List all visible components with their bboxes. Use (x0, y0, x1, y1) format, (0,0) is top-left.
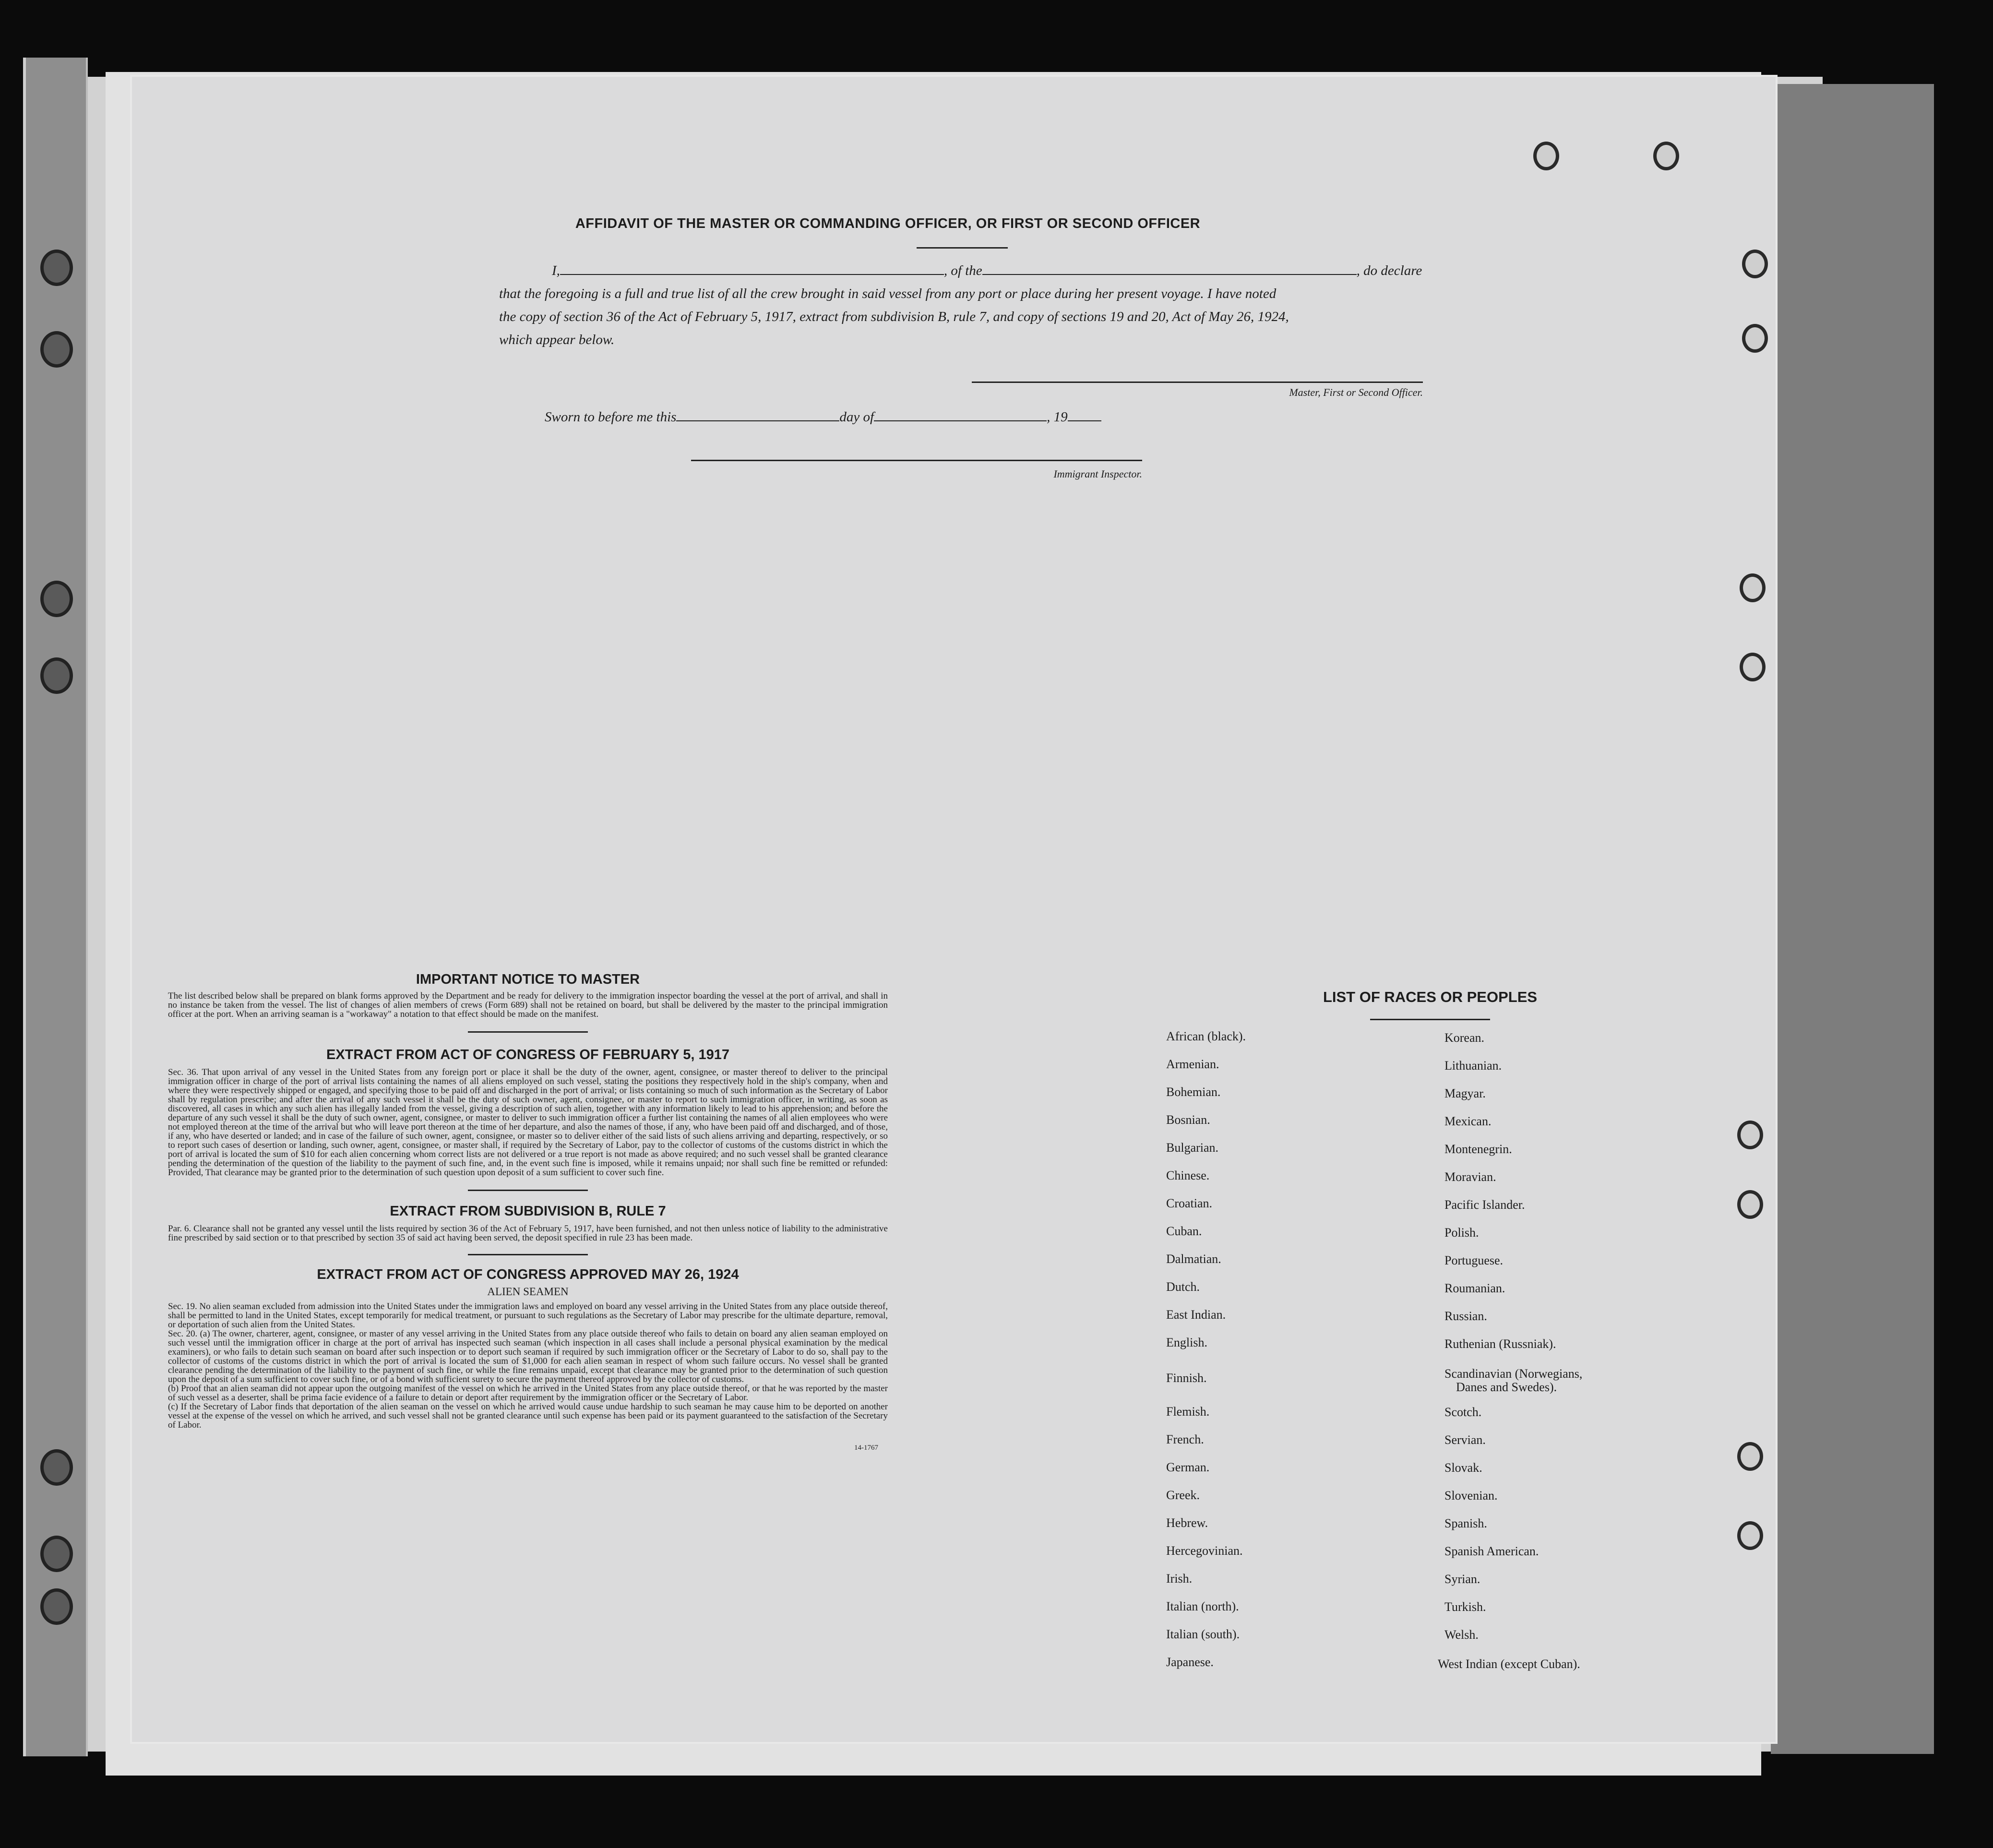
sworn-line (545, 408, 1101, 425)
divider (1370, 1019, 1490, 1020)
race-item: Finnish. (1166, 1371, 1207, 1385)
race-item: Magyar. (1444, 1086, 1486, 1100)
day-of-label: day of (839, 409, 874, 425)
binder-hole (40, 581, 73, 617)
punch-hole (1740, 573, 1766, 602)
race-item: Chinese. (1166, 1168, 1210, 1182)
race-item: Montenegrin. (1444, 1142, 1512, 1156)
punch-hole (1740, 653, 1766, 681)
binder-strip (23, 58, 88, 1756)
binder-hole (40, 1449, 73, 1486)
race-item: Welsh. (1444, 1628, 1479, 1642)
race-item: Cuban. (1166, 1224, 1202, 1238)
punch-hole (1737, 1190, 1763, 1219)
race-item: Greek. (1166, 1488, 1200, 1502)
race-item: Slovak. (1444, 1461, 1482, 1475)
race-item: Bohemian. (1166, 1085, 1221, 1099)
race-item: Dutch. (1166, 1280, 1200, 1294)
race-item: African (black). (1166, 1029, 1246, 1043)
race-item: Lithuanian. (1444, 1059, 1502, 1073)
subdivision-title: EXTRACT FROM SUBDIVISION B, RULE 7 (390, 1204, 666, 1219)
race-item: Irish. (1166, 1572, 1193, 1586)
punch-hole (1533, 142, 1559, 170)
form-number: 14-1767 (854, 1444, 878, 1452)
notices-column (168, 972, 888, 1452)
affidavit-i: I, (552, 263, 560, 278)
sec20a-body: Sec. 20. (a) The owner, charterer, agent, consignee, or master of any vessel arriving in the United States from any place outside thereof who fails to detain on board any alien seaman employed on such vessel until the immigration officer in charge at the port of arrival has inspected such seaman (which inspection in all cases shall include a personal physical examination by the medical examiners), or who fails to detain such seaman on board after such inspection or to deport such seaman if required by such immigration officer or the Secretary of Labor to do so, shall pay to the collector of customs of the customs district in which the port of arrival is located the sum of $1,000 for each alien seaman in respect of whom such failure occurs. No vessel shall be granted clearance pending the determination of the liability to the payment of such fine, or while the fine remains unpaid, except that clearance may be granted prior to the determination of such question upon the deposit of a sum sufficient to cover such fine, or of a bond with sufficient surety to secure the payment thereof approved by the collector of customs. (168, 1329, 888, 1384)
sec19-body: Sec. 19. No alien seaman excluded from admission into the United States under the immigration laws and employed on board any vessel arriving in the United States from any place outside thereof, shall be permitted to land in the United States, except temporarily for medical treatment, or pursuant to such regulations as the Secretary of Labor may prescribe for the ultimate departure, removal, or deportation of such alien from the United States. (168, 1301, 888, 1330)
race-item: Scotch. (1444, 1405, 1482, 1419)
race-item: East Indian. (1166, 1308, 1226, 1322)
race-item: French. (1166, 1432, 1204, 1446)
race-item: Hercegovinian. (1166, 1544, 1243, 1558)
race-item: Flemish. (1166, 1405, 1210, 1419)
race-item: Slovenian. (1444, 1489, 1498, 1502)
vessel-field[interactable] (982, 262, 1357, 275)
alien-seamen-subtitle: ALIEN SEAMEN (487, 1286, 569, 1298)
year-prefix: , 19 (1047, 409, 1068, 425)
race-item: Pacific Islander. (1444, 1198, 1525, 1212)
race-item: Portuguese. (1444, 1253, 1504, 1267)
master-caption: Master, First or Second Officer. (1289, 386, 1423, 398)
divider (468, 1031, 588, 1033)
race-item: Turkish. (1444, 1600, 1486, 1614)
master-signature-line[interactable] (972, 382, 1423, 383)
extract-1917-title: EXTRACT FROM ACT OF CONGRESS OF FEBRUARY 5, 1917 (326, 1047, 730, 1062)
race-item: Armenian. (1166, 1057, 1219, 1071)
inspector-signature-line[interactable] (691, 460, 1142, 461)
year-field[interactable] (1068, 408, 1101, 421)
notice-body: The list described below shall be prepared on blank forms approved by the Department and be ready for delivery to the immigration inspector boarding the vessel at the port of arrival, and shall in no instance be taken from the vessel. The list of changes of alien members of crews (Form 689) shall not be retained on board, but shall be delivered by the master to the principal immigration officer at the port. When an arriving seaman is a "workaway" a notation to that effect should be made on the manifest. (168, 991, 888, 1019)
race-item: English. (1166, 1335, 1207, 1349)
race-item: Bulgarian. (1166, 1141, 1219, 1155)
divider (468, 1254, 588, 1255)
race-item: German. (1166, 1460, 1210, 1474)
punch-hole (1737, 1521, 1763, 1550)
punch-hole (1737, 1121, 1763, 1149)
race-item: Spanish American. (1444, 1544, 1539, 1558)
punch-hole (1653, 142, 1679, 170)
race-item: Croatian. (1166, 1196, 1213, 1210)
divider (917, 247, 1008, 249)
affidavit-declare: , do declare (1356, 263, 1422, 278)
binder-hole (40, 657, 73, 694)
races-title: LIST OF RACES OR PEOPLES (1323, 989, 1538, 1005)
race-item: Danes and Swedes). (1456, 1380, 1557, 1394)
day-field[interactable] (676, 408, 839, 421)
race-item: Syrian. (1444, 1572, 1480, 1586)
sec20b-body: (b) Proof that an alien seaman did not appear upon the outgoing manifest of the vessel on which he arrived in the United States from any place outside thereof, or that he was reported by the master of such vessel as a deserter, shall be prima facie evidence of a failure to detain or deport after requirement by the immigration officer or the Secretary of Labor. (168, 1383, 888, 1403)
affidavit-title: AFFIDAVIT OF THE MASTER OR COMMANDING OFFICER, OR FIRST OR SECOND OFFICER (575, 216, 1201, 231)
race-item: Servian. (1444, 1433, 1486, 1447)
affidavit-line4: which appear below. (499, 332, 615, 347)
race-item: Scandinavian (Norwegians, (1444, 1367, 1583, 1381)
race-item: Hebrew. (1166, 1516, 1208, 1530)
race-item: Korean. (1444, 1031, 1485, 1045)
race-item: Mexican. (1444, 1114, 1492, 1128)
sworn-label: Sworn to before me this (545, 409, 677, 425)
race-item: Italian (north). (1166, 1599, 1239, 1613)
punch-hole (1737, 1442, 1763, 1471)
binder-hole (40, 250, 73, 286)
binder-hole (40, 331, 73, 368)
punch-hole (1742, 324, 1768, 353)
notice-title: IMPORTANT NOTICE TO MASTER (416, 972, 640, 987)
race-item: Japanese. (1166, 1655, 1214, 1669)
punch-hole (1742, 250, 1768, 278)
divider (468, 1190, 588, 1191)
affidavit-line3: the copy of section 36 of the Act of February 5, 1917, extract from subdivision B, rule 7, and copy of sections 19 and 20, Act of May 26, 1924, (499, 309, 1289, 324)
binder-hole (40, 1536, 73, 1572)
affidavit-of-the: , of the (943, 263, 982, 278)
race-item: Italian (south). (1166, 1627, 1240, 1641)
binder-hole (40, 1588, 73, 1625)
race-item: Bosnian. (1166, 1113, 1210, 1127)
affidavit-text (499, 259, 1425, 351)
extract-1917-body: Sec. 36. That upon arrival of any vessel in the United States from any foreign port or place it shall be the duty of the owner, agent, consignee, or master thereof to deliver to the principal immigration officer in charge of the port of arrival lists containing the names of all aliens employed on such vessel, stating the positions they respectively hold in the ship's company, when and where they were respectively shipped or engaged, and specifying those to be paid off and discharged in the port of arrival; or lists containing so much of such information as the Secretary of Labor shall by regulation prescribe; and after the arrival of any such vessel it shall be the duty of such owner, agent, consignee, or master to report to such immigration officer, in writing, as soon as discovered, all cases in which any such alien has illegally landed from the vessel, giving a description of such alien, together with any information likely to lead to his apprehension; and before the departure of any such vessel it shall be the duty of such owner, agent, consignee, or master to deliver to such immigration officer a further list containing the names of all alien employees who were not employed thereon at the time of the arrival but who will leave port thereon at the time of her departure, and also the names of those, if any, who have been paid off and discharged, and of those, if any, who have deserted or landed; and in case of the failure of such owner, agent, consignee, or master so to deliver either of the said lists of such aliens arriving and departing, respectively, or so to report such cases of desertion or landing, such owner, agent, consignee, or master shall, if required by the Secretary of Labor, pay to the collector of customs of the customs district in which the port of arrival is located the sum of $10 for each alien concerning whom correct lists are not delivered or a true report is not made as above required; and no such vessel shall be granted clearance pending the determination of the question of the liability to the payment of such fine, and, in the event such fine is imposed, while it remains unpaid; nor shall such fine be remitted or refunded: Provided, That clearance may be granted prior to the determination of such question upon deposit of a sum sufficient to cover such fine. (168, 1067, 888, 1178)
race-item: Ruthenian (Russniak). (1444, 1337, 1556, 1351)
race-item: Dalmatian. (1166, 1252, 1221, 1266)
race-item: Russian. (1444, 1309, 1487, 1323)
sec20c-body: (c) If the Secretary of Labor finds that deportation of the alien seaman on the vessel on which he arrived would cause undue hardship to such seaman he may cause him to be deported on another vessel at the expense of the vessel on which he arrived, and such vessel shall not be granted clearance until such expense has been paid or its payment guaranteed to the satisfaction of the Secretary of Labor. (168, 1402, 888, 1430)
race-item: Spanish. (1444, 1516, 1487, 1530)
month-field[interactable] (874, 408, 1047, 421)
race-item: Roumanian. (1444, 1281, 1505, 1295)
extract-1924-title: EXTRACT FROM ACT OF CONGRESS APPROVED MAY 26, 1924 (317, 1267, 739, 1282)
race-item: West Indian (except Cuban). (1438, 1657, 1580, 1671)
race-item: Polish. (1444, 1226, 1479, 1240)
folder-edge (1771, 84, 1934, 1754)
inspector-caption: Immigrant Inspector. (1053, 468, 1142, 480)
subdivision-body: Par. 6. Clearance shall not be granted any vessel until the lists required by section 36 of the Act of February 5, 1917, have been furnished, and not then unless notice of liability to the administrative fine prescribed by said section or to that prescribed by section 35 of said act having been served, the deposit specified in rule 23 has been made. (168, 1224, 888, 1243)
name-field[interactable] (560, 262, 944, 275)
race-item: Moravian. (1444, 1170, 1496, 1184)
affidavit-line2: that the foregoing is a full and true list of all the crew brought in said vessel from any port or place during her present voyage. I have noted (499, 286, 1277, 301)
